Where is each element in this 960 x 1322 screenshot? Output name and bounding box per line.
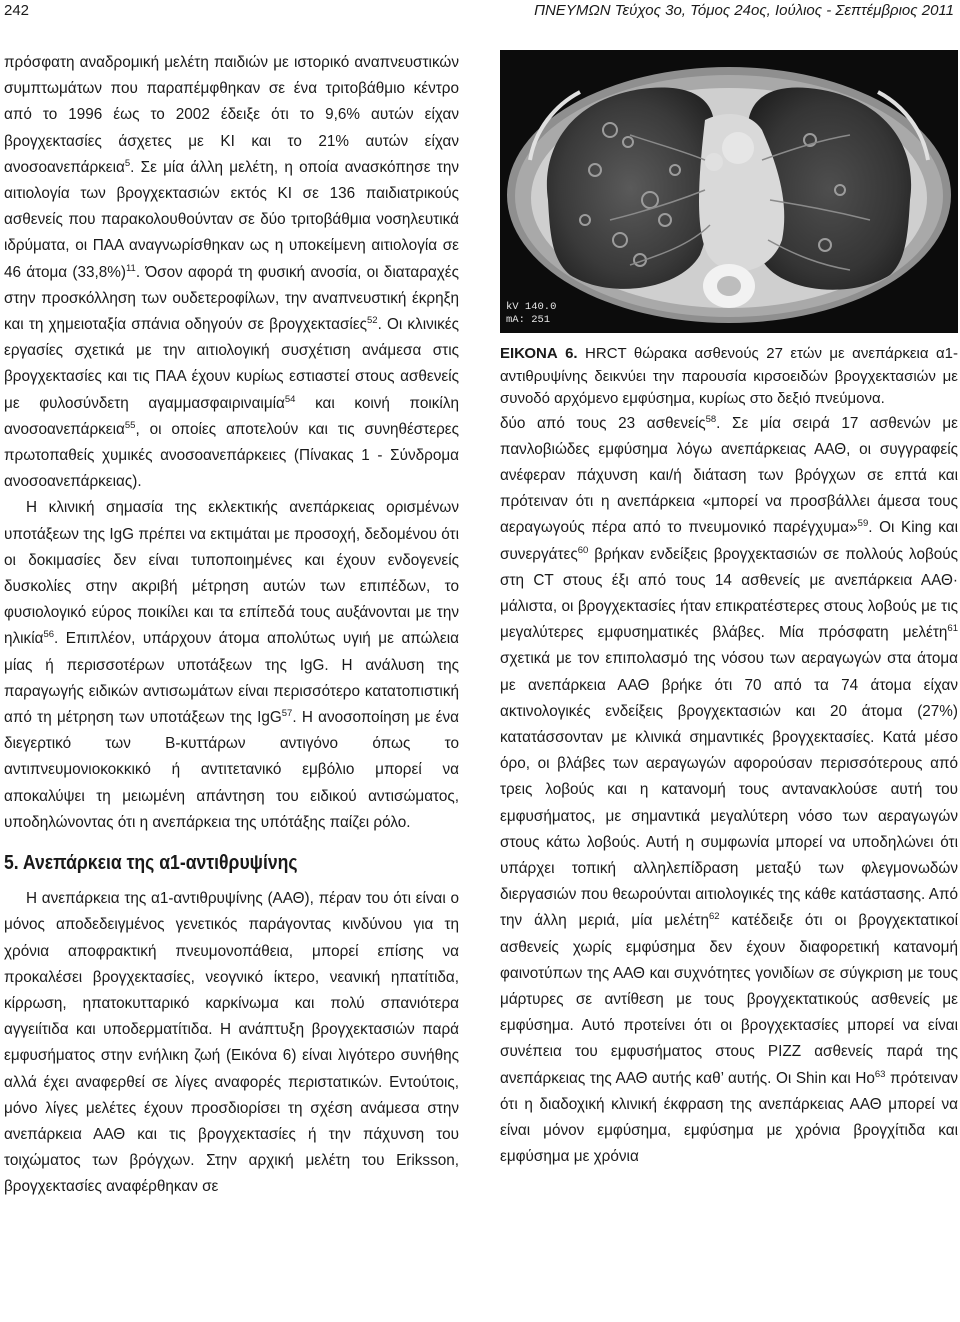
- citation-ref: 63: [874, 1068, 886, 1080]
- section-heading: 5. Ανεπάρκεια της α1-αντιθρυψίνης: [4, 852, 298, 875]
- page-header: [0, 2, 960, 30]
- right-column: [500, 50, 958, 1170]
- citation-ref: 56: [43, 629, 55, 641]
- figure-caption: [500, 343, 958, 411]
- ct-parameters: [506, 301, 556, 327]
- paragraph-immunodeficiency-studies: πρόσφατη αναδρομική μελέτη παιδιών με ιστορικό αναπνευστικών συμπτωμάτων που παραπέμφθηκαν σε ένα τριτοβάθμιο κέντρο από το 1996 έως το 2002 έδειξε ότι το 9,6% αυτών είχαν βρογχεκτασίες άσχετες με ΚΙ και το 21% αυτών είχαν ανοσοανεπάρκεια$^5$. Σε μία άλλη μελέτη, η οποία ανασκόπησε την αιτιολογία των βρογχεκτασιών εκτός ΚΙ σε 136 παιδιατρικούς ασθενείς που παρακολουθούνταν σε δύο τριτοβάθμια νοσηλευτικά ιδρύματα, οι ΠΑΑ αναγνωρίσθηκαν ως η υποκείμενη αιτιολογία σε 46 άτομα $(33,8\%)^{11}$. Όσον αφορά τη φυσική ανοσία, οι διαταραχές στην προσκόλληση των ουδετεροφίλων, την αναπνευστική έκρηξη και τη χημειοταξία σπάνια οδηγούν σε βρογχεκτασίες$^{52}$. Οι κλινικές εργασίες σχετικά με την αιτιολογική συσχέτιση ανάμεσα στις βρογχεκτασίες και τις ΠΑΑ έχουν κυρίως εστιαστεί στους ασθενείς με φυλοσύνδετη αγαμμασφαιριναιμία$^{54}$ και κοινή ποικίλη ανοσοανεπάρκεια$^{55}$, οι οποίες αποτελούν και τις συνηθέστερες πρωτοπαθείς χυμικές ανοσοανεπάρκειες (Πίνακας 1 - Σύνδρομα ανοσοανεπάρκειας).: [4, 54, 459, 491]
- citation-ref: 52: [367, 315, 378, 327]
- caption-label: ΕΙΚΟΝΑ 6.: [500, 345, 578, 362]
- paragraph-igg-subclass: Η κλινική σημασία της εκλεκτικής ανεπάρκειας ορισμένων υποτάξεων της IgG πρέπει να εκτιμάται με προσοχή, δεδομένου ότι οι δοκιμασίες δεν είναι τυποποιημένες και έχουν ενδογενείς δυσκολίες στην ακριβή μέτρηση αυτών των επιπέδων, το φυσιολογικό εύρος ποικίλει και τα επίπεδά τους αυξάνονται με την ηλικία$^{56}$. Επιπλέον, υπάρχουν άτομα απολύτως υγιή με απώλεια μίας ή περισσοτέρων υποτάξεων της IgG. Η ανάλυση της παραγωγής ειδικών αντισωμάτων είναι περισσότερο κατατοπιστική από τη μέτρηση των υποτάξεων της IgG$^{57}$. Η ανοσοποίηση με ένα διεγερτικό των Β-κυττάρων αντιγόνο όπως το αντιπνευμονιοκοκκικό ή αντιτετανικό εμβόλιο μπορεί να αποκαλύψει τη μειωμένη απάντηση του ειδικού αντισώματος, υποδηλώνοντας ότι η ανεπάρκεια της υπότάξης παίζει ρόλο.: [4, 499, 459, 831]
- chest-ct-image: [500, 50, 958, 333]
- citation-ref: 54: [284, 393, 296, 405]
- citation-ref: 62: [708, 911, 720, 923]
- citation-ref: 11: [125, 262, 136, 274]
- left-column: [4, 50, 459, 1201]
- journal-title: ΠΝΕΥΜΩΝ Τεύχος 3ο, Τόμος 24ος, Ιούλιος - Σεπτέμβριος 2011: [534, 2, 954, 19]
- citation-ref: 61: [947, 623, 958, 635]
- citation-ref: 59: [857, 518, 869, 530]
- citation-ref: 5: [124, 157, 131, 169]
- ct-scan-figure: [500, 50, 958, 333]
- citation-ref: 57: [281, 708, 293, 720]
- ma-readout: mA: 251: [506, 314, 551, 326]
- citation-ref: 58: [705, 413, 717, 425]
- page-number: 242: [4, 2, 30, 19]
- paragraph-aat-bronchiectasis: δύο από τους 23 ασθενείς$^{58}$. Σε μία σειρά 17 ασθενών με πανλοβιώδες εμφύσημα λόγω ανεπάρκειας ΑΑΘ, οι συγγραφείς ανέφεραν πάχυνση και/ή διάταση των βρόγχων σε επτά και πρότειναν ότι η ανεπάρκεια «μπορεί να προσβάλλει άμεσα τους αεραγωγούς πέρα από το πνευμονικό παρέγχυμα»$^{59}$. Οι King και συνεργάτες$^{60}$ βρήκαν ενδείξεις βρογχεκτασιών σε πολλούς λοβούς στη CT στους έξι από τους 14 ασθενείς με ανεπάρκεια ΑΑΘ· μάλιστα, οι βρογχεκτασίες ήταν επικρατέστερες στους λοβούς με τις μεγαλύτερες εμφυσηματικές βλάβες. Μία πρόσφατη μελέτη$^{61}$ σχετικά με τον επιπολασμό της νόσου των αεραγωγών στα άτομα με ανεπάρκεια ΑΑΘ βρήκε ότι 70 από τα 74 άτομα είχαν ακτινολογικές ενδείξεις βρογχεκτασιών και 20 άτομα (27%) κατατάσσονταν με κλινικά σημαντικές βρογχεκτασίες. Κατά μέσο όρο, οι βλάβες των αεραγωγών αφορούσαν περισσότερους από τρεις λοβούς και η κατανομή τους αντανακλούσε αυτή του εμφυσήματος, με σημαντικά μεγαλύτερη νόσο των αεραγωγών στους κάτω λοβούς. Αυτή η συμφωνία μπορεί να υποδηλώνει ότι υπάρχει τοπική αλληλεπίδραση μεταξύ των φλεγμονωδών διεργασιών που θεωρούνται αιτιολογικές της κάθε κατάστασης. Από την άλλη μεριά, μία μελέτη$^{62}$ κατέδειξε ότι οι βρογχεκτατικοί ασθενείς χωρίς εμφύσημα δεν έχουν διαφορετική κατανομή φαινοτύπων της ΑΑΘ και συχνότητες γονιδίων σε σύγκριση με τους μάρτυρες σε αντίθεση με τους βρογχεκτατικούς ασθενείς με εμφύσημα. Αυτό προτείνει ότι οι βρογχεκτασίες μπορεί να είναι συνέπεια του εμφυσήματος στους PIZZ ασθενείς παρά της ανεπάρκειας της ΑΑΘ αυτής καθ’ αυτής. Οι Shin και Ho$^{63}$ πρότειναν ότι η διαδοχική κλινική έκφραση της ανεπάρκειας ΑΑΘ μπορεί να είναι μόνον εμφύσημα, εμφύσημα με χρόνια βρογχίτιδα και εμφύσημα με χρόνια: [500, 413, 958, 1166]
- citation-ref: 60: [577, 544, 589, 556]
- paragraph-aat-deficiency: Η ανεπάρκεια της α1-αντιθρυψίνης (ΑΑΘ), πέραν του ότι είναι ο μόνος αποδεδειγμένος γενετικός παράγοντας κινδύνου για τη χρόνια αποφρακτική πνευμονοπάθεια, μπορεί επίσης να προκαλέσει βρογχεκτασίες, νεογνικό ίκτερο, νεανική ηπατίτιδα, κίρρωση, ηπατοκυτταρικό καρκίνωμα και πολύ σπανιότερα αγγειίτιδα και υποδερματίτιδα. Η ανάπτυξη βρογχεκτασιών παρά εμφυσήματος στην ενήλικη ζωή (Εικόνα 6) είναι λιγότερο συνήθης αλλά έχει αναφερθεί σε λίγες αναφορές περιστατικών. Εντούτοις, μόνο λίγες μελέτες έχουν προσδιορίσει τη σχέση ανάμεσα στην ανεπάρκεια ΑΑΘ και τις βρογχεκτασίες ή την πάχυνση του τοιχώματος των βρόγχων. Στην αρχική μελέτη του Eriksson, βρογχεκτασίες αναφέρθηκαν σε: [4, 890, 459, 1196]
- caption-text: HRCT θώρακα ασθενούς 27 ετών με ανεπάρκεια α1-αντιθρυψίνης δεικνύει την παρουσία κιρσοειδών βρογχεκτασιών με συνοδό αρχόμενο εμφύσημα, κυρίως στο δεξιό πνεύμονα.: [500, 345, 958, 407]
- citation-ref: 55: [124, 419, 136, 431]
- kv-readout: kV 140.0: [506, 301, 557, 313]
